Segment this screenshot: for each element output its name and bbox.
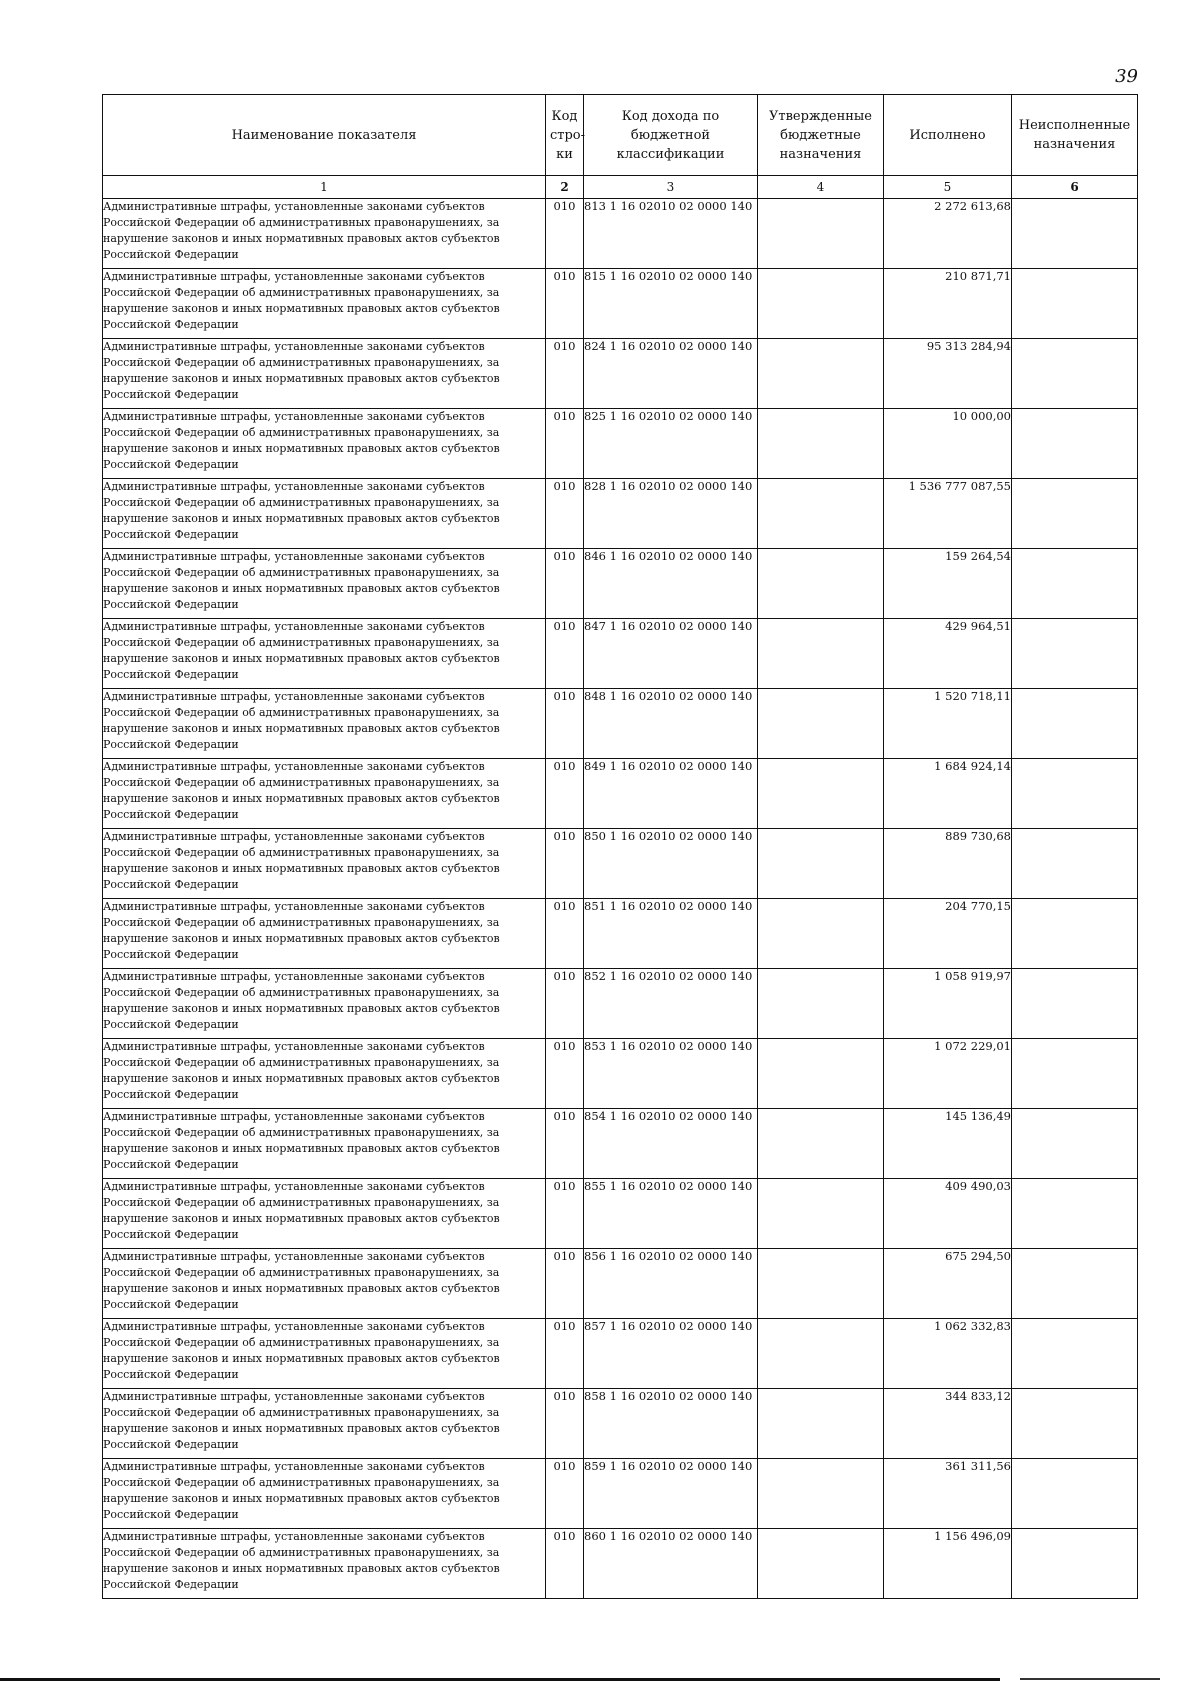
row-executed: 1 156 496,09 <box>884 1529 1012 1599</box>
row-indicator-name: Административные штрафы, установленные законами субъектов Российской Федерации об административных правонарушениях, за нарушение законов и иных нормативных правовых актов субъектов Российской Федерации <box>103 1249 546 1319</box>
column-number: 2 <box>546 176 584 199</box>
row-approved <box>758 759 884 829</box>
row-unexecuted <box>1012 269 1138 339</box>
row-line-code: 010 <box>546 409 584 479</box>
row-income-code: 852 1 16 02010 02 0000 140 <box>584 969 758 1039</box>
table-row <box>103 1529 1138 1599</box>
row-unexecuted <box>1012 1319 1138 1389</box>
row-unexecuted <box>1012 339 1138 409</box>
row-approved <box>758 1179 884 1249</box>
row-income-code: 825 1 16 02010 02 0000 140 <box>584 409 758 479</box>
row-executed: 204 770,15 <box>884 899 1012 969</box>
header-line-code: Код стро-ки <box>546 95 584 176</box>
table-body <box>103 199 1138 1599</box>
row-approved <box>758 549 884 619</box>
row-executed: 2 272 613,68 <box>884 199 1012 269</box>
header-executed: Исполнено <box>884 95 1012 176</box>
row-executed: 210 871,71 <box>884 269 1012 339</box>
row-unexecuted <box>1012 1459 1138 1529</box>
table-row <box>103 1179 1138 1249</box>
row-executed: 1 072 229,01 <box>884 1039 1012 1109</box>
row-unexecuted <box>1012 1179 1138 1249</box>
row-approved <box>758 409 884 479</box>
row-indicator-name: Административные штрафы, установленные законами субъектов Российской Федерации об административных правонарушениях, за нарушение законов и иных нормативных правовых актов субъектов Российской Федерации <box>103 1459 546 1529</box>
header-approved: Утвержденные бюджетные назначения <box>758 95 884 176</box>
row-line-code: 010 <box>546 549 584 619</box>
column-number: 6 <box>1012 176 1138 199</box>
footer-rule <box>1020 1678 1160 1680</box>
row-unexecuted <box>1012 479 1138 549</box>
row-unexecuted <box>1012 1529 1138 1599</box>
row-approved <box>758 1319 884 1389</box>
row-income-code: 857 1 16 02010 02 0000 140 <box>584 1319 758 1389</box>
row-line-code: 010 <box>546 1529 584 1599</box>
row-income-code: 815 1 16 02010 02 0000 140 <box>584 269 758 339</box>
column-number: 4 <box>758 176 884 199</box>
table-row <box>103 549 1138 619</box>
row-executed: 889 730,68 <box>884 829 1012 899</box>
table-row <box>103 969 1138 1039</box>
row-approved <box>758 899 884 969</box>
row-indicator-name: Административные штрафы, установленные законами субъектов Российской Федерации об административных правонарушениях, за нарушение законов и иных нормативных правовых актов субъектов Российской Федерации <box>103 1179 546 1249</box>
row-line-code: 010 <box>546 1319 584 1389</box>
row-approved <box>758 1109 884 1179</box>
row-income-code: 848 1 16 02010 02 0000 140 <box>584 689 758 759</box>
row-executed: 1 536 777 087,55 <box>884 479 1012 549</box>
row-income-code: 849 1 16 02010 02 0000 140 <box>584 759 758 829</box>
row-executed: 159 264,54 <box>884 549 1012 619</box>
row-unexecuted <box>1012 549 1138 619</box>
row-unexecuted <box>1012 1109 1138 1179</box>
row-approved <box>758 619 884 689</box>
row-line-code: 010 <box>546 969 584 1039</box>
table-row <box>103 1109 1138 1179</box>
row-indicator-name: Административные штрафы, установленные законами субъектов Российской Федерации об административных правонарушениях, за нарушение законов и иных нормативных правовых актов субъектов Российской Федерации <box>103 1039 546 1109</box>
row-executed: 429 964,51 <box>884 619 1012 689</box>
table-row <box>103 269 1138 339</box>
row-indicator-name: Административные штрафы, установленные законами субъектов Российской Федерации об административных правонарушениях, за нарушение законов и иных нормативных правовых актов субъектов Российской Федерации <box>103 899 546 969</box>
column-number: 5 <box>884 176 1012 199</box>
row-indicator-name: Административные штрафы, установленные законами субъектов Российской Федерации об административных правонарушениях, за нарушение законов и иных нормативных правовых актов субъектов Российской Федерации <box>103 689 546 759</box>
row-indicator-name: Административные штрафы, установленные законами субъектов Российской Федерации об административных правонарушениях, за нарушение законов и иных нормативных правовых актов субъектов Российской Федерации <box>103 1389 546 1459</box>
row-unexecuted <box>1012 1389 1138 1459</box>
row-income-code: 846 1 16 02010 02 0000 140 <box>584 549 758 619</box>
column-number: 1 <box>103 176 546 199</box>
row-executed: 145 136,49 <box>884 1109 1012 1179</box>
table-row <box>103 479 1138 549</box>
footer-rule <box>0 1678 1000 1681</box>
table-row <box>103 1319 1138 1389</box>
row-unexecuted <box>1012 759 1138 829</box>
header-income-code: Код дохода по бюджетной классификации <box>584 95 758 176</box>
row-executed: 675 294,50 <box>884 1249 1012 1319</box>
row-line-code: 010 <box>546 829 584 899</box>
row-executed: 409 490,03 <box>884 1179 1012 1249</box>
header-indicator-name: Наименование показателя <box>103 95 546 176</box>
row-indicator-name: Административные штрафы, установленные законами субъектов Российской Федерации об административных правонарушениях, за нарушение законов и иных нормативных правовых актов субъектов Российской Федерации <box>103 549 546 619</box>
row-line-code: 010 <box>546 619 584 689</box>
row-executed: 95 313 284,94 <box>884 339 1012 409</box>
row-income-code: 854 1 16 02010 02 0000 140 <box>584 1109 758 1179</box>
row-unexecuted <box>1012 199 1138 269</box>
row-executed: 1 058 919,97 <box>884 969 1012 1039</box>
row-line-code: 010 <box>546 199 584 269</box>
row-line-code: 010 <box>546 1389 584 1459</box>
budget-execution-table <box>102 94 1138 1599</box>
row-approved <box>758 829 884 899</box>
column-number-row <box>103 176 1138 199</box>
row-unexecuted <box>1012 1249 1138 1319</box>
row-executed: 1 684 924,14 <box>884 759 1012 829</box>
table-row <box>103 409 1138 479</box>
row-unexecuted <box>1012 969 1138 1039</box>
row-income-code: 813 1 16 02010 02 0000 140 <box>584 199 758 269</box>
row-approved <box>758 1039 884 1109</box>
row-approved <box>758 969 884 1039</box>
table-row <box>103 759 1138 829</box>
row-indicator-name: Административные штрафы, установленные законами субъектов Российской Федерации об административных правонарушениях, за нарушение законов и иных нормативных правовых актов субъектов Российской Федерации <box>103 479 546 549</box>
page-number: 39 <box>1115 66 1138 87</box>
row-indicator-name: Административные штрафы, установленные законами субъектов Российской Федерации об административных правонарушениях, за нарушение законов и иных нормативных правовых актов субъектов Российской Федерации <box>103 759 546 829</box>
row-income-code: 856 1 16 02010 02 0000 140 <box>584 1249 758 1319</box>
row-income-code: 824 1 16 02010 02 0000 140 <box>584 339 758 409</box>
column-number: 3 <box>584 176 758 199</box>
row-income-code: 860 1 16 02010 02 0000 140 <box>584 1529 758 1599</box>
row-income-code: 859 1 16 02010 02 0000 140 <box>584 1459 758 1529</box>
table-row <box>103 1249 1138 1319</box>
row-indicator-name: Административные штрафы, установленные законами субъектов Российской Федерации об административных правонарушениях, за нарушение законов и иных нормативных правовых актов субъектов Российской Федерации <box>103 339 546 409</box>
row-approved <box>758 689 884 759</box>
row-income-code: 855 1 16 02010 02 0000 140 <box>584 1179 758 1249</box>
table-row <box>103 1459 1138 1529</box>
row-income-code: 853 1 16 02010 02 0000 140 <box>584 1039 758 1109</box>
table-row <box>103 689 1138 759</box>
row-approved <box>758 1389 884 1459</box>
table-row <box>103 339 1138 409</box>
row-indicator-name: Административные штрафы, установленные законами субъектов Российской Федерации об административных правонарушениях, за нарушение законов и иных нормативных правовых актов субъектов Российской Федерации <box>103 199 546 269</box>
row-line-code: 010 <box>546 479 584 549</box>
table-row <box>103 1389 1138 1459</box>
row-income-code: 828 1 16 02010 02 0000 140 <box>584 479 758 549</box>
row-line-code: 010 <box>546 1179 584 1249</box>
row-executed: 1 520 718,11 <box>884 689 1012 759</box>
row-line-code: 010 <box>546 899 584 969</box>
row-unexecuted <box>1012 1039 1138 1109</box>
row-approved <box>758 1529 884 1599</box>
row-indicator-name: Административные штрафы, установленные законами субъектов Российской Федерации об административных правонарушениях, за нарушение законов и иных нормативных правовых актов субъектов Российской Федерации <box>103 969 546 1039</box>
row-line-code: 010 <box>546 269 584 339</box>
row-indicator-name: Административные штрафы, установленные законами субъектов Российской Федерации об административных правонарушениях, за нарушение законов и иных нормативных правовых актов субъектов Российской Федерации <box>103 409 546 479</box>
row-approved <box>758 1459 884 1529</box>
row-approved <box>758 479 884 549</box>
row-line-code: 010 <box>546 339 584 409</box>
row-unexecuted <box>1012 829 1138 899</box>
table-row <box>103 619 1138 689</box>
table-row <box>103 1039 1138 1109</box>
header-unexecuted: Неисполненные назначения <box>1012 95 1138 176</box>
row-executed: 344 833,12 <box>884 1389 1012 1459</box>
row-executed: 361 311,56 <box>884 1459 1012 1529</box>
row-line-code: 010 <box>546 1249 584 1319</box>
row-indicator-name: Административные штрафы, установленные законами субъектов Российской Федерации об административных правонарушениях, за нарушение законов и иных нормативных правовых актов субъектов Российской Федерации <box>103 1319 546 1389</box>
table-header <box>103 95 1138 199</box>
row-income-code: 858 1 16 02010 02 0000 140 <box>584 1389 758 1459</box>
table-row <box>103 829 1138 899</box>
row-indicator-name: Административные штрафы, установленные законами субъектов Российской Федерации об административных правонарушениях, за нарушение законов и иных нормативных правовых актов субъектов Российской Федерации <box>103 1529 546 1599</box>
row-unexecuted <box>1012 409 1138 479</box>
row-approved <box>758 269 884 339</box>
row-line-code: 010 <box>546 1039 584 1109</box>
row-indicator-name: Административные штрафы, установленные законами субъектов Российской Федерации об административных правонарушениях, за нарушение законов и иных нормативных правовых актов субъектов Российской Федерации <box>103 619 546 689</box>
row-unexecuted <box>1012 619 1138 689</box>
table-row <box>103 899 1138 969</box>
row-indicator-name: Административные штрафы, установленные законами субъектов Российской Федерации об административных правонарушениях, за нарушение законов и иных нормативных правовых актов субъектов Российской Федерации <box>103 829 546 899</box>
row-income-code: 850 1 16 02010 02 0000 140 <box>584 829 758 899</box>
row-income-code: 847 1 16 02010 02 0000 140 <box>584 619 758 689</box>
row-line-code: 010 <box>546 1459 584 1529</box>
table-row <box>103 199 1138 269</box>
header-row <box>103 95 1138 176</box>
row-executed: 10 000,00 <box>884 409 1012 479</box>
row-executed: 1 062 332,83 <box>884 1319 1012 1389</box>
row-line-code: 010 <box>546 759 584 829</box>
row-indicator-name: Административные штрафы, установленные законами субъектов Российской Федерации об административных правонарушениях, за нарушение законов и иных нормативных правовых актов субъектов Российской Федерации <box>103 269 546 339</box>
row-approved <box>758 1249 884 1319</box>
row-approved <box>758 199 884 269</box>
row-indicator-name: Административные штрафы, установленные законами субъектов Российской Федерации об административных правонарушениях, за нарушение законов и иных нормативных правовых актов субъектов Российской Федерации <box>103 1109 546 1179</box>
row-approved <box>758 339 884 409</box>
row-unexecuted <box>1012 689 1138 759</box>
row-line-code: 010 <box>546 689 584 759</box>
row-line-code: 010 <box>546 1109 584 1179</box>
row-unexecuted <box>1012 899 1138 969</box>
row-income-code: 851 1 16 02010 02 0000 140 <box>584 899 758 969</box>
